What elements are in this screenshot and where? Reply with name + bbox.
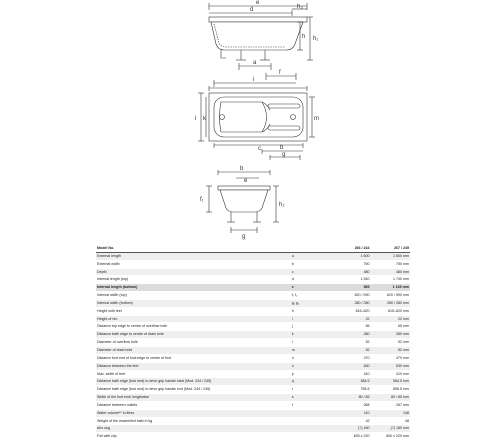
dim-label: h₁ — [313, 36, 319, 42]
table-row — [96, 401, 410, 409]
row-symbol — [291, 433, 332, 441]
row-value-model-1: 268 — [363, 402, 370, 407]
row-value-model-2: 1 740 mm — [393, 277, 409, 282]
row-label: Distance bath edge to centre of drain hole — [96, 331, 291, 339]
row-label: Internal width (top) — [97, 293, 127, 298]
dim-label: b — [280, 145, 284, 151]
table-row — [96, 346, 410, 354]
row-label: Weight of the enamelled bath in kg — [97, 418, 153, 423]
table-row — [96, 323, 410, 331]
row-label: Depth — [96, 268, 291, 276]
row-value-model-1: 756.5 — [360, 387, 370, 392]
row-symbol: m — [291, 346, 332, 354]
row-value-model-2: 615–620 mm — [388, 308, 409, 313]
row-value-model-1: 484.5 — [331, 378, 370, 386]
dim-label: e — [244, 178, 248, 184]
row-symbol: s — [291, 394, 332, 402]
row-value-model-1: 600 x 220 — [353, 434, 370, 439]
row-value-model-2: 480 mm — [371, 268, 410, 276]
row-label: Max. width of feet — [97, 371, 126, 376]
column-header: Model No. — [96, 245, 291, 252]
row-value-model-2: 280 / 280 mm — [371, 299, 410, 307]
row-value-model-2: 22 mm — [371, 315, 410, 323]
row-value-model-2: 52 mm — [398, 340, 409, 345]
table-row — [96, 260, 410, 268]
dim-label: e — [256, 0, 260, 6]
row-value-model-2: (?) 180 mm — [371, 425, 410, 433]
dim-label: m — [314, 116, 319, 122]
row-value-model-1: 22 — [331, 315, 370, 323]
dim-label: d — [250, 7, 254, 13]
row-value-model-1: 480 — [331, 268, 370, 276]
row-value-model-2: 148 — [371, 409, 410, 417]
row-value-model-2: 52 mm — [371, 346, 410, 354]
row-symbol: q — [291, 378, 332, 386]
dim-label: g — [242, 234, 246, 240]
row-value-model-1: 470 — [363, 355, 370, 360]
row-label: Distance bath edge (foot end) to drive grip handle end (Mod. 244 / 245) — [97, 387, 211, 392]
row-value-model-2: 630 mm — [371, 362, 410, 370]
table-row — [96, 370, 410, 378]
table-row — [96, 276, 410, 284]
row-value-model-2: 280 mm — [371, 331, 410, 339]
row-symbol — [291, 417, 332, 425]
table-row — [96, 268, 410, 276]
dim-label: g — [282, 152, 286, 158]
row-label: Distance top edge to centre of overflow hole — [97, 324, 168, 329]
dim-label: l — [195, 116, 197, 122]
row-value-model-1: 65 — [365, 324, 370, 329]
table-row — [96, 339, 410, 347]
row-value-model-1: 280 — [331, 331, 370, 339]
row-symbol: c — [291, 268, 332, 276]
row-value-model-1: 110 — [331, 409, 370, 417]
row-label: Water volume** in litres — [96, 409, 291, 417]
row-symbol: i — [291, 315, 332, 323]
row-label: Internal length (top) — [97, 277, 129, 282]
row-value-model-2: 856.5 mm — [393, 387, 409, 392]
row-value-model-2: 1 800 mm — [371, 252, 410, 260]
row-symbol: f₁ f₂ — [291, 293, 298, 298]
dim-label: k — [203, 116, 206, 122]
row-value-model-1: 615–620 — [355, 308, 370, 313]
column-header — [291, 245, 332, 252]
column-header: 267 / 245 — [371, 245, 410, 252]
table-row — [96, 299, 410, 307]
row-value-model-1: 52 — [331, 346, 370, 354]
row-label: Height of rim — [96, 315, 291, 323]
row-label: Internal width (bottom) — [96, 299, 291, 307]
row-symbol: n — [291, 355, 294, 360]
row-value-model-2: 1 165 mm — [371, 284, 410, 292]
row-label: Diameter of overflow hole — [97, 340, 138, 345]
row-value-model-1: 965 — [331, 284, 370, 292]
table-row — [96, 315, 410, 323]
dim-label: h₂ — [279, 202, 285, 208]
row-symbol: d — [291, 277, 294, 282]
row-value-model-1: 750 — [363, 261, 370, 266]
plan-view — [198, 86, 315, 160]
row-value-model-1: 630 — [331, 362, 370, 370]
dim-label: h — [302, 34, 306, 40]
table-row — [96, 284, 410, 292]
dim-label: i — [253, 77, 255, 83]
row-value-model-2: 584.5 mm — [371, 378, 410, 386]
row-symbol: a — [291, 252, 332, 260]
row-symbol: t — [291, 402, 293, 407]
dim-label: a — [253, 60, 257, 66]
row-symbol: p — [291, 371, 294, 376]
row-symbol: j — [291, 324, 293, 329]
row-value-model-1: 410 — [363, 371, 370, 376]
cross-section-view — [206, 170, 279, 233]
row-symbol: e — [291, 284, 332, 292]
table-row — [96, 409, 410, 417]
table-row — [96, 292, 410, 300]
row-label: Airs usg — [96, 425, 291, 433]
row-symbol: g₁ g₂ — [291, 299, 332, 307]
dim-label: h₃ — [297, 4, 303, 10]
row-value-model-2: 48 — [405, 418, 409, 423]
dim-label: c — [258, 146, 261, 152]
row-value-model-2: 410 mm — [396, 371, 409, 376]
column-header: 266 / 244 — [331, 245, 370, 252]
table-header-row — [96, 245, 410, 252]
row-symbol: k — [291, 331, 332, 339]
row-symbol — [291, 425, 332, 433]
row-label: Foil with clip — [97, 434, 117, 439]
row-label: Distance bath edge (foot end) to drive grip handle start (Mod. 244 / 245) — [96, 378, 291, 386]
row-label: Distance between the feet — [96, 362, 291, 370]
row-value-model-2: 600 x 220 mm — [386, 434, 409, 439]
row-value-model-1: 1 600 — [331, 252, 370, 260]
row-label: External width — [97, 261, 120, 266]
row-symbol: r — [291, 387, 293, 392]
row-value-model-1: (?) 180 — [331, 425, 370, 433]
table-row — [96, 386, 410, 394]
row-value-model-2: 470 mm — [396, 355, 409, 360]
dim-label: f — [279, 70, 281, 76]
row-label: Distance foot end of foot-edge to centre of foot — [97, 355, 172, 360]
table-row — [96, 417, 410, 425]
side-elevation-view — [209, 3, 313, 87]
row-symbol: o — [291, 362, 332, 370]
dim-label: b — [240, 166, 244, 172]
row-symbol: l — [291, 340, 293, 345]
row-label: External length — [96, 252, 291, 260]
table-row — [96, 362, 410, 370]
table-row — [96, 252, 410, 260]
table-row — [96, 307, 410, 315]
row-value-model-2: 620 / 590 mm — [387, 293, 409, 298]
row-value-model-1: 80 / 85 — [331, 394, 370, 402]
table-row — [96, 433, 410, 441]
dim-label: f₁ — [200, 197, 204, 203]
spec-table — [96, 245, 410, 441]
table-row — [96, 331, 410, 339]
row-label: Internal length (bottom) — [96, 284, 291, 292]
row-value-model-1: 280 / 280 — [331, 299, 370, 307]
table-row — [96, 378, 410, 386]
row-symbol: b — [291, 261, 294, 266]
row-value-model-2: 267 mm — [396, 402, 409, 407]
table-row — [96, 425, 410, 433]
table-row — [96, 354, 410, 362]
row-value-model-1: 620 / 590 — [354, 293, 370, 298]
row-label: Height with feet — [97, 308, 122, 313]
row-value-model-2: 750 mm — [396, 261, 409, 266]
row-value-model-1: 1 540 — [360, 277, 370, 282]
row-value-model-1: 52 — [365, 340, 370, 345]
row-value-model-2: 80 / 85 mm — [371, 394, 410, 402]
row-symbol — [291, 409, 332, 417]
table-row — [96, 394, 410, 402]
row-label: Width of the foot end/ lengthwise — [96, 394, 291, 402]
row-label: Diameter of drain hole — [96, 346, 291, 354]
row-value-model-1: 42 — [365, 418, 370, 423]
row-symbol: h — [291, 308, 294, 313]
row-value-model-2: 65 mm — [398, 324, 409, 329]
row-label: Distance between outlets — [97, 402, 138, 407]
